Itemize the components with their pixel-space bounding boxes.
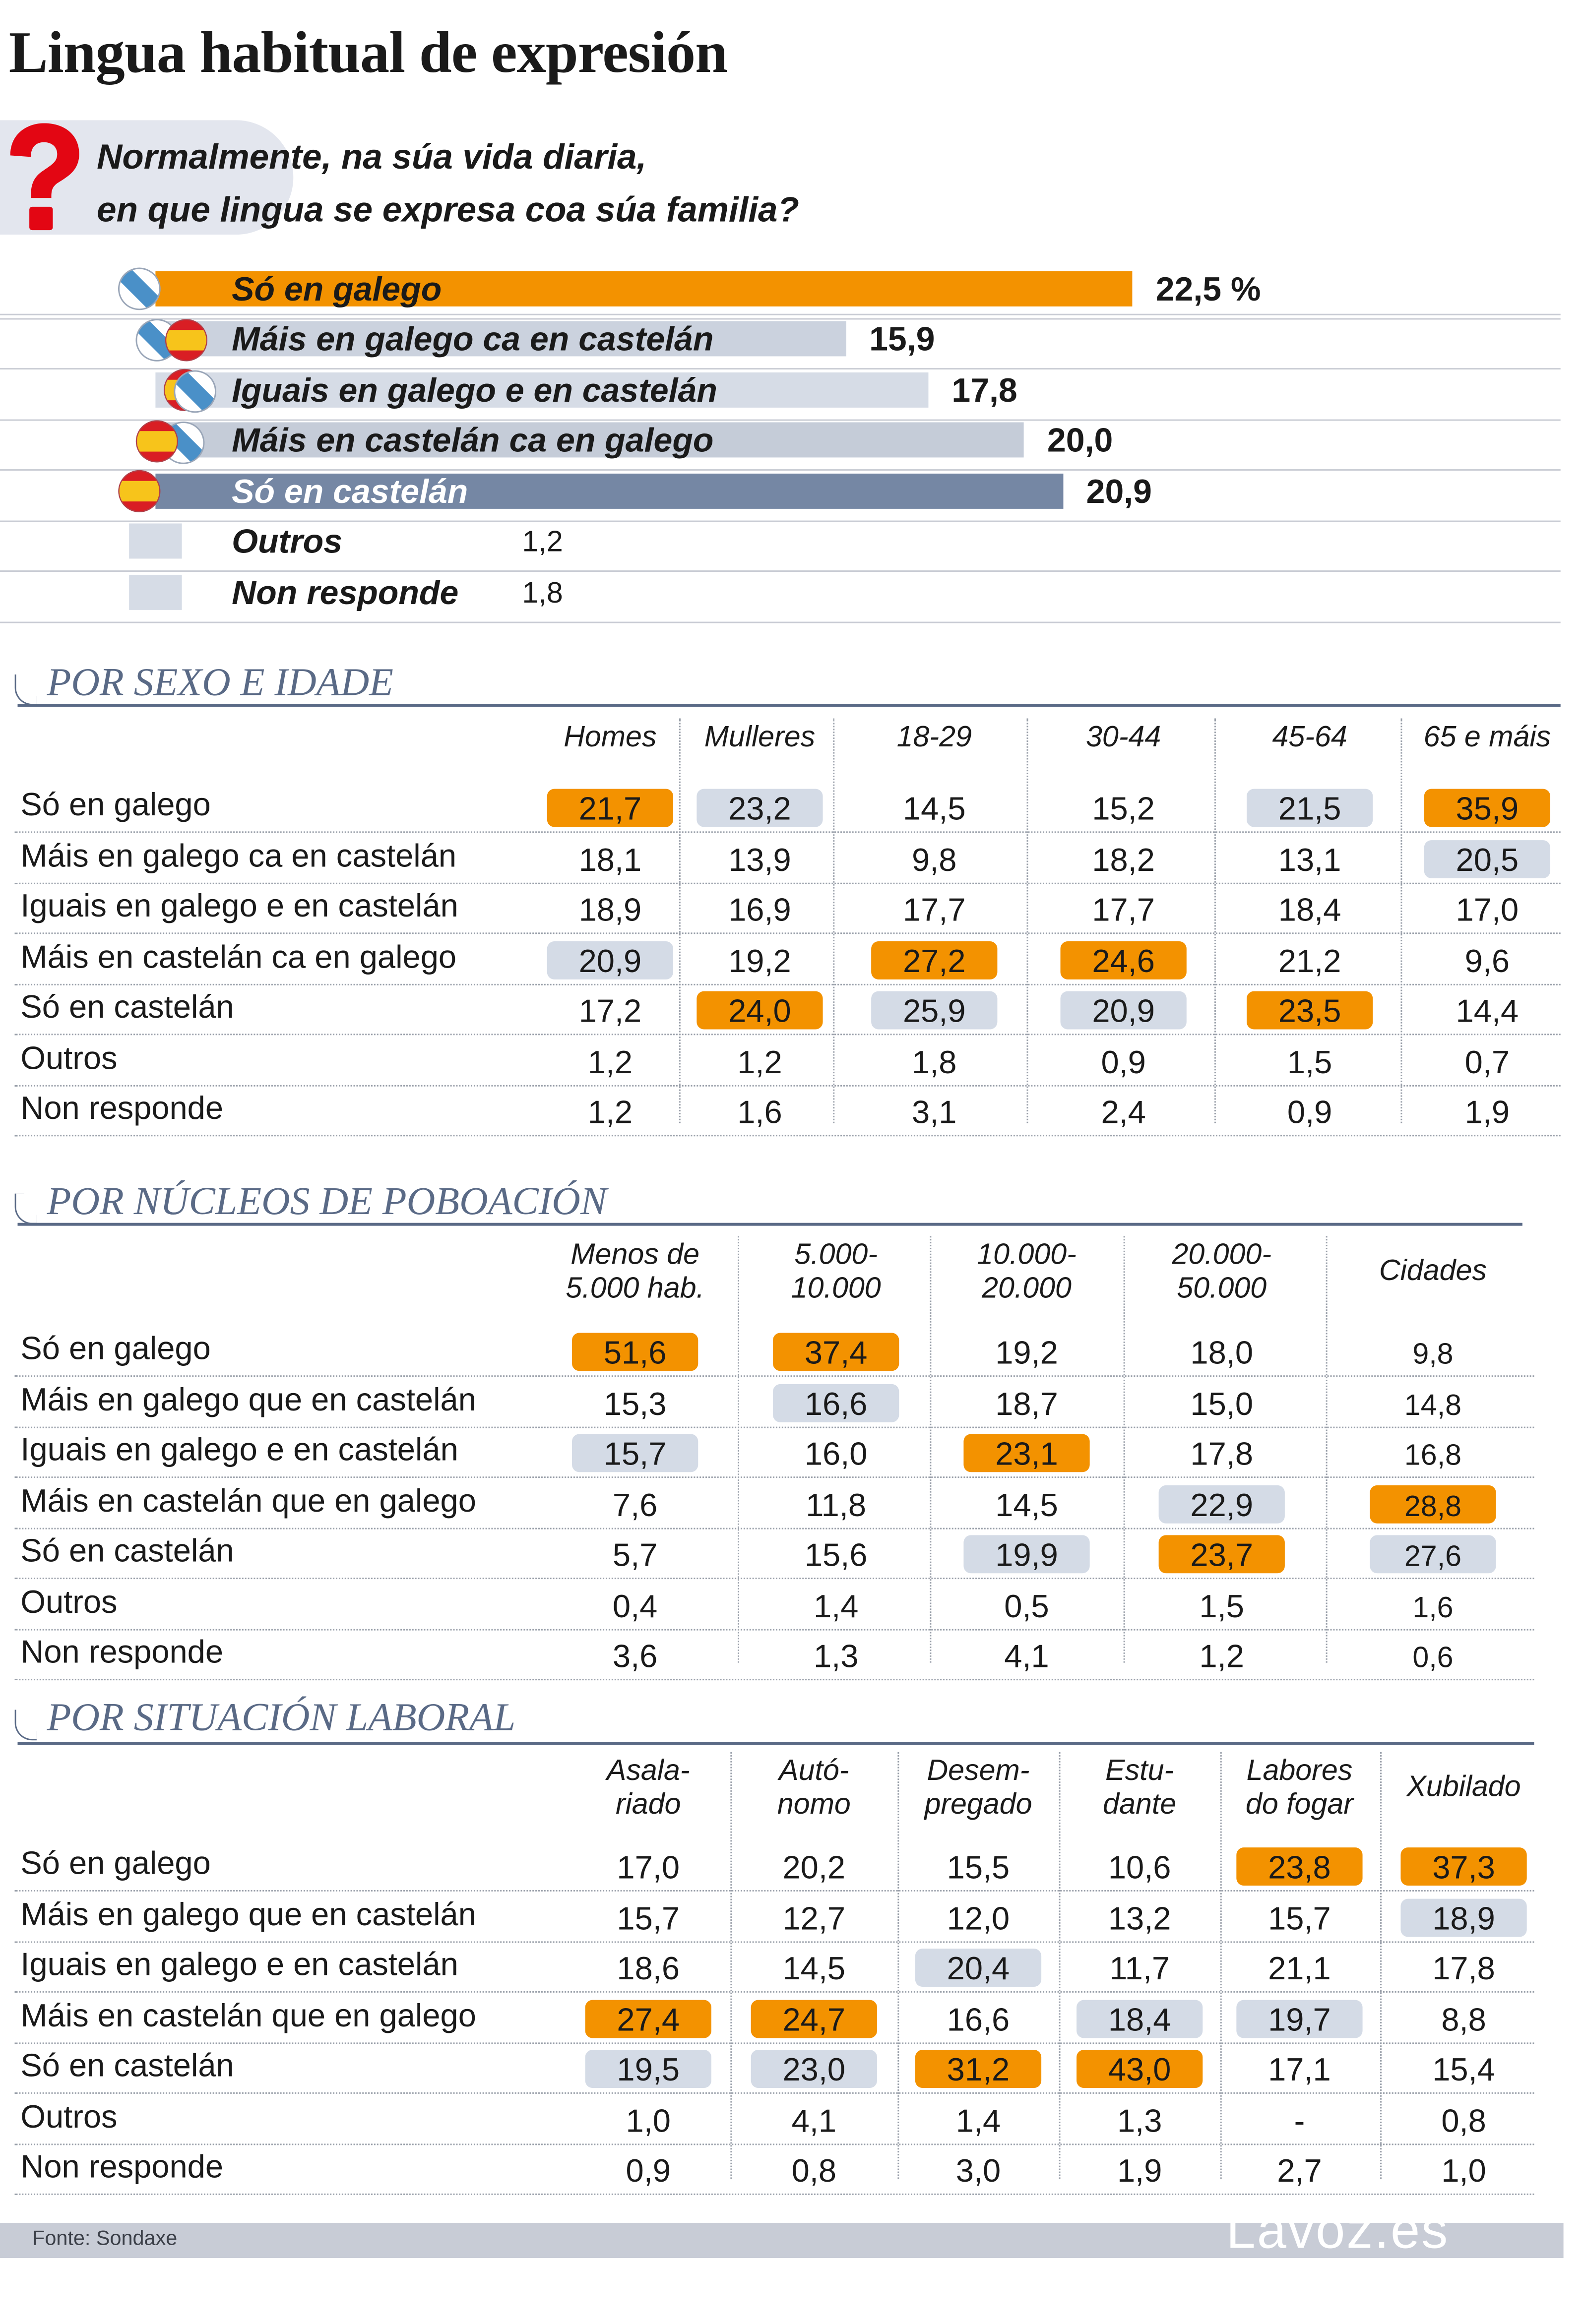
row-label: Máis en galego que en castelán (20, 1895, 476, 1932)
main-chart-line (0, 368, 1561, 369)
table-cell: 0,5 (1004, 1587, 1049, 1624)
column-header (1021, 722, 1226, 755)
column-header-line: Asala- (606, 1755, 690, 1787)
column-header-line: 30-44 (1086, 721, 1161, 754)
table-cell: 5,7 (612, 1536, 658, 1574)
table-cell: 21,1 (1268, 1950, 1331, 1987)
main-bar (129, 523, 182, 558)
column-header (924, 1239, 1130, 1306)
column-header-line: Mulleres (704, 721, 816, 754)
column-separator (1380, 1752, 1382, 2179)
table-cell: 51,6 (603, 1334, 667, 1371)
table-cell: 14,5 (902, 790, 966, 827)
column-separator (930, 1236, 931, 1662)
row-separator (15, 2143, 1534, 2144)
main-bar-value: 20,0 (1047, 421, 1113, 459)
column-separator (1027, 719, 1028, 1123)
column-separator (738, 1236, 739, 1662)
table-cell: 18,9 (1432, 1899, 1495, 1937)
row-label: Só en castelán (20, 2047, 234, 2084)
table-cell: 17,1 (1268, 2051, 1331, 2088)
column-header (733, 1239, 939, 1306)
table-cell: 19,2 (728, 942, 791, 979)
table-cell: 1,0 (1441, 2152, 1486, 2190)
table-cell: 15,4 (1432, 2051, 1495, 2088)
galician-flag-icon (173, 369, 217, 414)
table-cell: 1,2 (1199, 1638, 1244, 1675)
table-cell: 1,3 (813, 1638, 859, 1675)
table-cell: 20,5 (1456, 841, 1519, 878)
table-cell: 1,5 (1199, 1587, 1244, 1624)
table-cell: 13,2 (1108, 1899, 1171, 1937)
column-header-line: Desem- (927, 1755, 1030, 1787)
table-cell: 21,2 (1278, 942, 1341, 979)
table-cell: 1,6 (737, 1094, 782, 1131)
table-cell: 14,5 (782, 1950, 846, 1987)
row-separator (15, 1426, 1534, 1427)
column-header-line: 50.000 (1177, 1273, 1267, 1305)
spanish-flag-icon (118, 469, 162, 513)
table-cell: 3,6 (612, 1638, 658, 1675)
row-separator (15, 1034, 1561, 1035)
column-header-line: Homes (564, 721, 657, 754)
table-cell: 22,9 (1190, 1486, 1254, 1523)
table-cell: 0,4 (612, 1587, 658, 1624)
table-cell: 19,2 (995, 1334, 1058, 1371)
main-bar-label: Só en galego (232, 269, 442, 308)
table-cell: 27,6 (1404, 1541, 1462, 1574)
table-cell: 18,4 (1278, 891, 1341, 928)
column-header (1207, 722, 1412, 755)
column-separator (1326, 1236, 1328, 1662)
main-bar-label: Non responde (232, 573, 459, 612)
row-separator (15, 882, 1561, 883)
section-title: POR SITUACIÓN LABORAL (47, 1695, 516, 1739)
table-cell: 9,6 (1464, 942, 1510, 979)
table-cell: 18,4 (1108, 2001, 1171, 2038)
table-cell: 15,7 (603, 1435, 667, 1472)
column-separator (1124, 1236, 1125, 1662)
table-cell: 3,0 (955, 2152, 1001, 2190)
row-label: Outros (20, 2097, 118, 2135)
table-cell: 23,1 (995, 1435, 1058, 1472)
row-label: Máis en castelán que en galego (20, 1996, 476, 2033)
table-cell: 4,1 (1004, 1638, 1049, 1675)
row-separator (15, 932, 1561, 934)
row-label: Outros (20, 1039, 118, 1076)
main-bar-label: Iguais en galego e en castelán (232, 370, 717, 409)
page-title: Lingua habitual de expresión (8, 19, 728, 85)
table-cell: 20,4 (947, 1950, 1010, 1987)
table-cell: 24,0 (728, 992, 791, 1030)
table-cell: 1,2 (587, 1094, 633, 1131)
row-label: Non responde (20, 2148, 224, 2185)
table-cell: 15,3 (603, 1385, 667, 1422)
table-cell: 12,7 (782, 1899, 846, 1937)
column-separator (833, 719, 834, 1123)
main-bar-value: 1,2 (522, 526, 563, 559)
table-cell: 35,9 (1456, 790, 1519, 827)
row-label: Non responde (20, 1633, 224, 1670)
section-line (17, 1742, 1534, 1745)
table-cell: 27,4 (617, 2001, 680, 2038)
table-cell: 17,0 (1456, 891, 1519, 928)
row-label: Máis en castelán ca en galego (20, 937, 457, 975)
section-hook (15, 674, 37, 705)
table-cell: 23,0 (782, 2051, 846, 2088)
table-cell: 2,4 (1101, 1094, 1146, 1131)
column-header-line: 20.000 (982, 1273, 1072, 1305)
table-cell: 17,0 (617, 1849, 680, 1886)
column-header-line: nomo (777, 1788, 851, 1821)
table-cell: 9,8 (912, 841, 957, 878)
table-cell: 20,9 (578, 942, 642, 979)
row-separator (15, 1375, 1534, 1377)
column-header-line: 45-64 (1272, 721, 1347, 754)
table-cell: 15,7 (617, 1899, 680, 1937)
table-cell: 1,3 (1117, 2102, 1162, 2139)
question-mark-icon (3, 123, 82, 238)
table-cell: 23,2 (728, 790, 791, 827)
main-chart-line (0, 570, 1561, 572)
table-cell: 25,9 (902, 992, 966, 1030)
table-cell: 15,5 (947, 1849, 1010, 1886)
main-bar-value: 15,9 (869, 319, 935, 358)
table-cell: 20,9 (1092, 992, 1155, 1030)
table-cell: 16,6 (804, 1385, 868, 1422)
column-header-line: 10.000- (977, 1239, 1077, 1272)
table-cell: 12,0 (947, 1899, 1010, 1937)
table-cell: 19,9 (995, 1536, 1058, 1574)
row-label: Só en castelán (20, 1532, 234, 1569)
table-cell: 14,5 (995, 1486, 1058, 1523)
table-cell: 37,4 (804, 1334, 868, 1371)
row-separator (15, 2042, 1534, 2043)
table-cell: 1,6 (1412, 1591, 1454, 1624)
table-cell: 7,6 (612, 1486, 658, 1523)
table-cell: 0,8 (1441, 2102, 1486, 2139)
table-cell: 37,3 (1432, 1849, 1495, 1886)
row-separator (15, 1628, 1534, 1630)
column-header-line: riado (615, 1788, 681, 1821)
table-cell: 14,8 (1404, 1389, 1462, 1422)
table-cell: 11,8 (806, 1486, 867, 1523)
column-header-line: do fogar (1245, 1788, 1353, 1821)
column-header (1361, 1771, 1567, 1805)
column-header-line: dante (1103, 1788, 1177, 1821)
main-bar-value: 17,8 (951, 370, 1017, 409)
row-separator (15, 831, 1561, 833)
main-bar-label: Outros (232, 522, 343, 560)
table-cell: 17,2 (578, 992, 642, 1030)
table-cell: 17,7 (1092, 891, 1155, 928)
table-cell: 24,7 (782, 2001, 846, 2038)
row-separator (15, 2194, 1534, 2195)
column-header-line: 5.000- (794, 1239, 878, 1272)
table-cell: 23,5 (1278, 992, 1341, 1030)
main-bar (129, 575, 182, 610)
column-header-line: 5.000 hab. (566, 1273, 704, 1305)
main-bar-label: Máis en galego ca en castelán (232, 319, 714, 358)
question-text (97, 132, 799, 238)
table-cell: 15,0 (1190, 1385, 1254, 1422)
table-cell: 2,7 (1277, 2152, 1322, 2190)
column-header-line: Xubilado (1406, 1771, 1521, 1804)
table-cell: 21,7 (578, 790, 642, 827)
table-cell: 1,4 (813, 1587, 859, 1624)
row-label: Non responde (20, 1089, 224, 1126)
table-cell: 4,1 (791, 2102, 837, 2139)
table-cell: 1,2 (737, 1043, 782, 1080)
row-label: Máis en galego ca en castelán (20, 836, 457, 873)
column-separator (730, 1752, 732, 2179)
section-hook (15, 1194, 37, 1224)
table-cell: 18,1 (578, 841, 642, 878)
row-label: Iguais en galego e en castelán (20, 1431, 458, 1468)
row-separator (15, 983, 1561, 984)
main-bar-label: Máis en castelán ca en galego (232, 421, 714, 459)
row-separator (15, 1135, 1561, 1136)
table-cell: 18,7 (995, 1385, 1058, 1422)
column-header-line: 65 e máis (1423, 721, 1551, 754)
table-cell: 1,9 (1464, 1094, 1510, 1131)
table-cell: 0,7 (1464, 1043, 1510, 1080)
table-cell: 24,6 (1092, 942, 1155, 979)
table-cell: 13,9 (728, 841, 791, 878)
table-cell: 17,8 (1432, 1950, 1495, 1987)
column-separator (679, 719, 681, 1123)
table-cell: 15,2 (1092, 790, 1155, 827)
column-header (1119, 1239, 1325, 1306)
section-title: POR SEXO E IDADE (47, 660, 393, 704)
table-cell: 0,9 (1101, 1043, 1146, 1080)
column-separator (897, 1752, 899, 2179)
table-cell: 17,8 (1190, 1435, 1254, 1472)
column-header-line: Menos de (570, 1239, 700, 1272)
column-separator (1400, 719, 1402, 1123)
row-separator (15, 1991, 1534, 1993)
source-text: Fonte: Sondaxe (32, 2225, 178, 2250)
column-header-line: Estu- (1105, 1755, 1174, 1787)
table-cell: 10,6 (1108, 1849, 1171, 1886)
table-cell: 15,7 (1268, 1899, 1331, 1937)
table-cell: 0,8 (791, 2152, 837, 2190)
table-cell: 43,0 (1108, 2051, 1171, 2088)
row-separator (15, 1527, 1534, 1529)
table-cell: 0,6 (1412, 1642, 1454, 1675)
section-line (17, 704, 1560, 707)
row-separator (15, 1890, 1534, 1892)
table-cell: 1,0 (626, 2102, 671, 2139)
column-separator (1214, 719, 1216, 1123)
brand-logo: Lavoz.es (1226, 2199, 1450, 2260)
spanish-flag-icon (135, 420, 179, 464)
row-label: Só en galego (20, 1330, 211, 1367)
table-cell: 17,7 (902, 891, 966, 928)
column-header (1385, 722, 1584, 755)
table-cell: 28,8 (1404, 1490, 1462, 1523)
table-cell: 3,1 (912, 1094, 957, 1131)
row-separator (15, 1476, 1534, 1478)
section-title: POR NÚCLEOS DE POBOACIÓN (47, 1179, 607, 1223)
column-header-line: 20.000- (1172, 1239, 1272, 1272)
table-cell: 1,5 (1287, 1043, 1332, 1080)
table-cell: 20,2 (782, 1849, 846, 1886)
row-separator (15, 1679, 1534, 1680)
table-cell: 11,7 (1109, 1950, 1170, 1987)
table-cell: 1,4 (955, 2102, 1001, 2139)
main-bar-value: 22,5 % (1155, 269, 1261, 308)
column-header-line: 10.000 (791, 1273, 881, 1305)
table-cell: 16,6 (947, 2001, 1010, 2038)
question-line-1: Normalmente, na súa vida diaria, (97, 137, 647, 178)
table-cell: 23,7 (1190, 1536, 1254, 1574)
table-cell: 18,6 (617, 1950, 680, 1987)
row-label: Outros (20, 1583, 118, 1620)
row-label: Máis en galego que en castelán (20, 1380, 476, 1417)
row-separator (15, 1578, 1534, 1579)
question-line-2: en que lingua se expresa coa súa familia? (97, 190, 799, 231)
table-cell: 14,4 (1456, 992, 1519, 1030)
main-chart-line-top (0, 314, 1561, 315)
table-cell: 19,7 (1268, 2001, 1331, 2038)
column-separator (1059, 1752, 1061, 2179)
column-header-line: Autó- (779, 1755, 849, 1787)
spanish-flag-icon (164, 318, 208, 363)
galician-flag-icon (118, 267, 162, 311)
table-cell: 23,8 (1268, 1849, 1331, 1886)
column-header (1331, 1255, 1536, 1289)
row-label: Iguais en galego e en castelán (20, 1946, 458, 1983)
table-cell: 1,9 (1117, 2152, 1162, 2190)
column-header-line: 18-29 (896, 721, 972, 754)
table-cell: 1,8 (912, 1043, 957, 1080)
column-header (831, 722, 1037, 755)
table-cell: 16,8 (1404, 1440, 1462, 1472)
row-label: Máis en castelán que en galego (20, 1481, 476, 1519)
table-cell: 9,8 (1412, 1339, 1454, 1371)
main-chart-line (0, 469, 1561, 471)
row-label: Só en galego (20, 786, 211, 823)
table-cell: 1,2 (587, 1043, 633, 1080)
column-header-line: pregado (924, 1788, 1032, 1821)
section-line (17, 1223, 1522, 1226)
table-cell: 27,2 (902, 942, 966, 979)
row-separator (15, 1084, 1561, 1086)
table-cell: 15,6 (804, 1536, 868, 1574)
table-cell: 16,9 (728, 891, 791, 928)
column-header-line: Cidades (1379, 1255, 1487, 1287)
table-cell: 18,0 (1190, 1334, 1254, 1371)
row-label: Iguais en galego e en castelán (20, 887, 458, 924)
row-separator (15, 1941, 1534, 1942)
table-cell: 18,9 (578, 891, 642, 928)
table-cell: 18,2 (1092, 841, 1155, 878)
table-cell: 0,9 (626, 2152, 671, 2190)
table-cell: 21,5 (1278, 790, 1341, 827)
main-chart-line (0, 622, 1561, 623)
column-separator (1220, 1752, 1222, 2179)
main-bar-label: Só en castelán (232, 472, 468, 510)
table-cell: 16,0 (804, 1435, 868, 1472)
section-hook (15, 1710, 37, 1740)
main-bar-value: 1,8 (522, 577, 563, 610)
column-header-line: Labores (1246, 1755, 1353, 1787)
table-cell: 31,2 (947, 2051, 1010, 2088)
table-cell: 19,5 (617, 2051, 680, 2088)
table-cell: - (1294, 2102, 1305, 2139)
table-cell: 8,8 (1441, 2001, 1486, 2038)
row-label: Só en castelán (20, 988, 234, 1025)
column-header (532, 1239, 738, 1306)
main-bar-value: 20,9 (1086, 472, 1152, 510)
row-separator (15, 2092, 1534, 2094)
row-label: Só en galego (20, 1844, 211, 1882)
table-cell: 0,9 (1287, 1094, 1332, 1131)
table-cell: 13,1 (1278, 841, 1341, 878)
